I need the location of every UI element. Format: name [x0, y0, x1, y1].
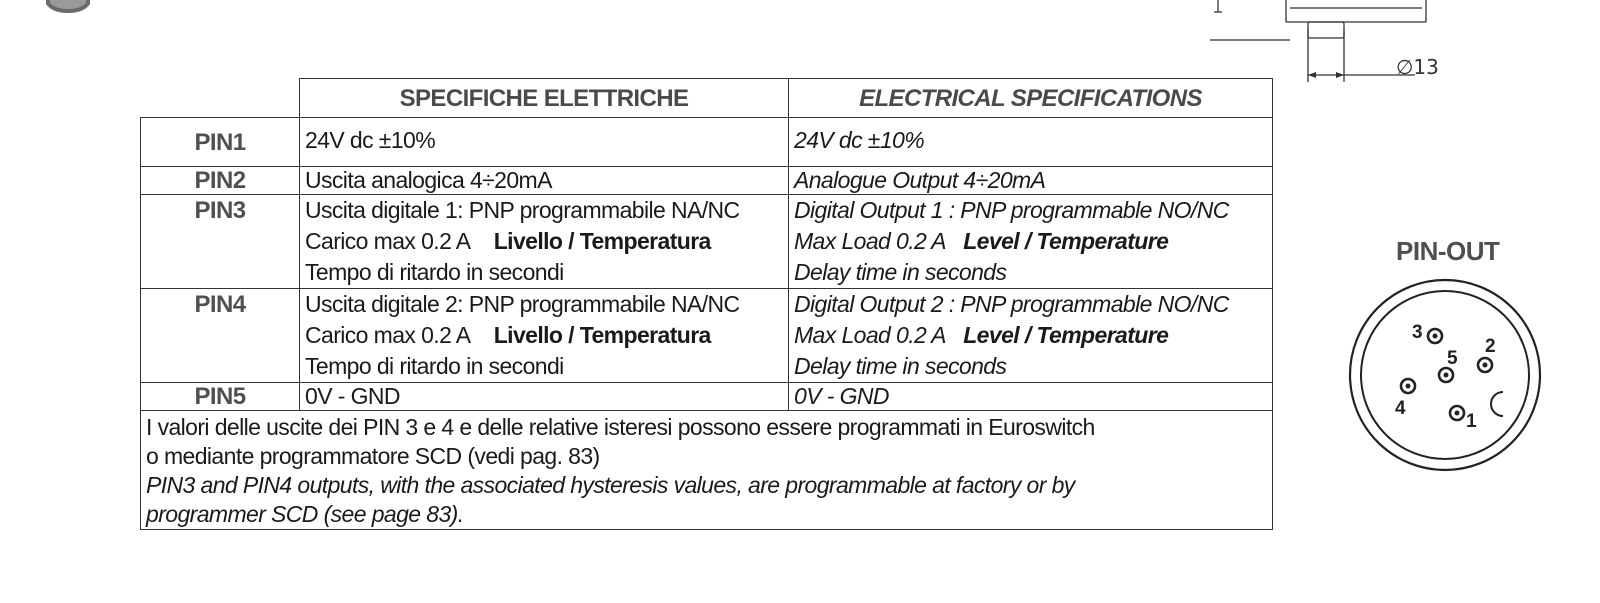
spec-line: Tempo di ritardo in secondi	[305, 353, 564, 379]
spec-italian	[300, 195, 789, 289]
spec-line: Uscita digitale 2: PNP programmabile NA/NC	[305, 291, 740, 317]
load-text: Carico max 0.2 A	[305, 322, 471, 348]
spec-line: 24V dc ±10%	[794, 127, 925, 153]
header-english: ELECTRICAL SPECIFICATIONS	[789, 79, 1273, 118]
spec-line: Uscita digitale 1: PNP programmabile NA/NC	[305, 197, 740, 223]
spec-english	[789, 383, 1273, 411]
spec-line: Delay time in seconds	[794, 353, 1007, 379]
table-header-row	[141, 79, 1273, 118]
dimension-label: ∅13	[1396, 55, 1439, 79]
load-text: Carico max 0.2 A	[305, 228, 471, 254]
spec-italian	[300, 383, 789, 411]
table-row	[141, 118, 1273, 167]
note-italian-line: I valori delle uscite dei PIN 3 e 4 e delle relative isteresi possono essere programmati in Euroswitch	[146, 414, 1095, 440]
spec-line: Delay time in seconds	[794, 259, 1007, 285]
spec-italian	[300, 289, 789, 383]
pin-number-2: 2	[1485, 336, 1496, 357]
product-image-fragment	[44, 0, 92, 14]
spec-english	[789, 289, 1273, 383]
table-row	[141, 167, 1273, 195]
pinout-title: PIN-OUT	[1396, 236, 1500, 266]
pinout-diagram	[1340, 272, 1550, 482]
spec-english	[789, 167, 1273, 195]
spec-line: 0V - GND	[794, 383, 889, 409]
pin-label: PIN1	[141, 118, 300, 167]
notes-row	[141, 411, 1273, 530]
pin-label: PIN5	[141, 383, 300, 411]
pin-label: PIN2	[141, 167, 300, 195]
note-english-line: programmer SCD (see page 83).	[146, 501, 464, 527]
load-text: Max Load 0.2 A	[794, 228, 946, 254]
spec-line: Tempo di ritardo in secondi	[305, 259, 564, 285]
pin-label: PIN4	[141, 289, 300, 383]
connector-key-notch	[1491, 392, 1503, 416]
pin-number-3: 3	[1412, 322, 1423, 343]
spec-line: Digital Output 1 : PNP programmable NO/NC	[794, 197, 1229, 223]
notes-cell	[141, 411, 1273, 530]
table-row	[141, 383, 1273, 411]
spec-line: Uscita analogica 4÷20mA	[305, 167, 552, 193]
header-blank-cell	[141, 79, 300, 118]
pin-label: PIN3	[141, 195, 300, 289]
pin-number-4: 4	[1395, 398, 1406, 419]
table-row	[141, 195, 1273, 289]
pin-number-5: 5	[1447, 348, 1458, 369]
mode-text: Livello / Temperatura	[493, 322, 711, 348]
table-row	[141, 289, 1273, 383]
note-english-line: PIN3 and PIN4 outputs, with the associated hysteresis values, are programmable at factory or by	[146, 472, 1075, 498]
spec-line-load	[305, 320, 783, 351]
spec-line-load	[794, 320, 1267, 351]
spec-line: Digital Output 2 : PNP programmable NO/NC	[794, 291, 1229, 317]
spec-english	[789, 118, 1273, 167]
spec-italian	[300, 118, 789, 167]
mode-text: Level / Temperature	[963, 228, 1169, 254]
spec-line: 0V - GND	[305, 383, 400, 409]
mode-text: Level / Temperature	[963, 322, 1169, 348]
load-text: Max Load 0.2 A	[794, 322, 946, 348]
spec-english	[789, 195, 1273, 289]
spec-line-load	[794, 226, 1267, 257]
mode-text: Livello / Temperatura	[493, 228, 711, 254]
electrical-spec-table	[140, 78, 1273, 530]
spec-line: 24V dc ±10%	[305, 127, 436, 153]
note-italian-line: o mediante programmatore SCD (vedi pag. 83)	[146, 443, 600, 469]
header-italian: SPECIFICHE ELETTRICHE	[300, 79, 789, 118]
spec-italian	[300, 167, 789, 195]
pin-number-1: 1	[1466, 411, 1477, 432]
spec-line: Analogue Output 4÷20mA	[794, 167, 1046, 193]
spec-line-load	[305, 226, 783, 257]
